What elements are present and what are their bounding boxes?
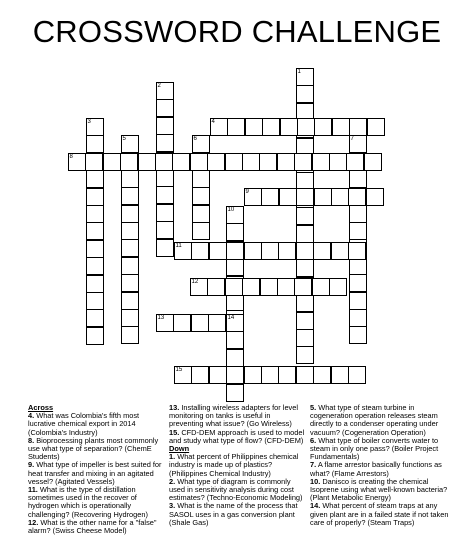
- clue-item: [169, 404, 307, 429]
- grid-cell[interactable]: [297, 118, 315, 136]
- grid-cell[interactable]: [121, 326, 139, 344]
- grid-cell[interactable]: [86, 275, 104, 293]
- grid-cell[interactable]: [192, 222, 210, 240]
- grid-cell[interactable]: [156, 134, 174, 152]
- down-header: Down: [169, 444, 190, 454]
- grid-cell[interactable]: [242, 278, 260, 296]
- grid-cell[interactable]: [192, 170, 210, 188]
- clue-item: [28, 461, 166, 486]
- grid-cell[interactable]: [86, 205, 104, 223]
- grid-cell[interactable]: [156, 169, 174, 187]
- clue-text: What is the type of distillation sometimes used in the recover of hydrogen which is operationally challenging? (Recovering Hydrogen): [28, 485, 148, 519]
- grid-cell[interactable]: [348, 366, 366, 384]
- clue-number-label: 10: [227, 207, 235, 213]
- grid-cell[interactable]: [209, 242, 227, 260]
- clue-text: What was Colombia's fifth most lucrative chemical export in 2014 (Colombia's Industry): [28, 411, 140, 437]
- clue-text: What percent of Philippines chemical industry is made up of plastics? (Philippines Chemical Industry): [169, 452, 299, 478]
- grid-cell[interactable]: [121, 205, 139, 223]
- clue-number: 8.: [28, 435, 35, 445]
- grid-cell[interactable]: [329, 153, 347, 171]
- clue-text: Bioprocessing plants most commonly use what type of separation? (ChemE Students): [28, 435, 159, 462]
- grid-cell[interactable]: [121, 170, 139, 188]
- grid-cell[interactable]: [226, 258, 244, 276]
- clue-number-label: 9: [245, 189, 249, 195]
- grid-cell[interactable]: [366, 188, 384, 206]
- clue-number-label: 8: [69, 154, 73, 160]
- grid-cell[interactable]: [242, 153, 260, 171]
- grid-cell[interactable]: [349, 309, 367, 327]
- clue-text: What is the name of the process that SASOL uses in a gas conversion plant (Shale Gas): [169, 501, 298, 527]
- clue-item: [28, 437, 166, 462]
- grid-cell[interactable]: [226, 349, 244, 367]
- clue-number-label: 4: [211, 119, 215, 125]
- grid-cell[interactable]: [172, 153, 190, 171]
- grid-cell[interactable]: [332, 118, 350, 136]
- grid-cell[interactable]: [156, 99, 174, 117]
- grid-cell[interactable]: [209, 366, 227, 384]
- grid-cell[interactable]: [155, 153, 173, 171]
- clue-item: [28, 486, 166, 519]
- grid-cell[interactable]: [226, 223, 244, 241]
- grid-cell[interactable]: [346, 153, 364, 171]
- grid-cell[interactable]: [296, 346, 314, 364]
- grid-cell[interactable]: [85, 153, 103, 171]
- grid-cell[interactable]: [279, 188, 297, 206]
- clue-text: What type of impeller is best suited for heat transfer and mixing in an agitated vessel? (Agitated Vessels): [28, 460, 162, 486]
- clue-number-label: 11: [175, 243, 182, 249]
- clue-number-label: 1: [297, 69, 301, 75]
- clue-item: [310, 404, 450, 437]
- grid-cell[interactable]: [331, 188, 349, 206]
- grid-cell[interactable]: [191, 242, 209, 260]
- grid-cell[interactable]: [138, 153, 156, 171]
- grid-cell[interactable]: [296, 188, 314, 206]
- grid-cell[interactable]: [348, 188, 366, 206]
- grid-cell[interactable]: [86, 292, 104, 310]
- clue-number-label: 5: [122, 136, 126, 142]
- grid-cell[interactable]: [278, 242, 296, 260]
- grid-cell[interactable]: [313, 242, 331, 260]
- grid-cell[interactable]: [192, 205, 210, 223]
- clue-item: [310, 502, 450, 527]
- clues-column-3: [310, 404, 450, 527]
- grid-cell[interactable]: [245, 118, 263, 136]
- clue-number-label: 3: [87, 119, 91, 125]
- clue-number-label: 2: [157, 83, 161, 89]
- grid-cell[interactable]: [296, 242, 314, 260]
- clues-column-2: [169, 404, 307, 527]
- clue-number-label: 12: [191, 279, 199, 285]
- clue-number-label: 13: [157, 315, 165, 321]
- grid-cell[interactable]: [261, 242, 279, 260]
- clue-number-label: 6: [193, 136, 197, 142]
- grid-cell[interactable]: [261, 188, 279, 206]
- grid-cell[interactable]: [121, 274, 139, 292]
- grid-cell[interactable]: [314, 118, 332, 136]
- grid-cell[interactable]: [349, 222, 367, 240]
- clue-number: 3.: [169, 501, 176, 511]
- grid-cell[interactable]: [156, 204, 174, 222]
- grid-cell[interactable]: [225, 153, 243, 171]
- clue-item: [169, 478, 307, 503]
- grid-cell[interactable]: [227, 118, 245, 136]
- clue-item: [28, 412, 166, 437]
- grid-cell[interactable]: [121, 187, 139, 205]
- grid-cell[interactable]: [121, 239, 139, 257]
- clue-number: 5.: [310, 403, 317, 412]
- grid-cell[interactable]: [226, 242, 244, 260]
- grid-cell[interactable]: [294, 278, 312, 296]
- grid-cell[interactable]: [121, 309, 139, 327]
- grid-cell[interactable]: [120, 153, 138, 171]
- grid-cell[interactable]: [261, 366, 279, 384]
- clue-number: 10.: [310, 476, 321, 486]
- grid-cell[interactable]: [173, 314, 191, 332]
- grid-cell[interactable]: [207, 153, 225, 171]
- grid-cell[interactable]: [312, 153, 330, 171]
- clue-number: 4.: [28, 411, 35, 421]
- clue-number: 14.: [310, 501, 321, 511]
- grid-cell[interactable]: [121, 222, 139, 240]
- grid-cell[interactable]: [349, 274, 367, 292]
- grid-cell[interactable]: [260, 278, 278, 296]
- grid-cell[interactable]: [156, 186, 174, 204]
- clue-text: What type of boiler converts water to steam in only one pass? (Boiler Project Fundamentals): [310, 435, 439, 462]
- grid-cell[interactable]: [349, 326, 367, 344]
- grid-cell[interactable]: [208, 314, 226, 332]
- clue-text: What type of steam turbine in cogeneration operation releases steam directly to a condenser operating under vacuum? (Cogeneration Operation): [310, 403, 439, 437]
- grid-cell[interactable]: [86, 170, 104, 188]
- clue-number-label: 15: [175, 367, 183, 373]
- grid-cell[interactable]: [349, 205, 367, 223]
- grid-cell[interactable]: [190, 153, 208, 171]
- grid-cell[interactable]: [86, 222, 104, 240]
- grid-cell[interactable]: [331, 366, 349, 384]
- grid-cell[interactable]: [277, 153, 295, 171]
- clue-text: What type of diagram is commonly used in sensitivity analysis during cost estimates? (Techno-Economic Modeling): [169, 476, 303, 503]
- clue-text: What is the other name for a "false" alarm? (Swiss Cheese Model): [28, 517, 157, 536]
- clue-number-label: 7: [350, 136, 354, 142]
- grid-cell[interactable]: [156, 239, 174, 257]
- grid-cell[interactable]: [296, 259, 314, 277]
- clue-item: [169, 502, 307, 527]
- grid-cell[interactable]: [280, 118, 298, 136]
- grid-cell[interactable]: [259, 153, 277, 171]
- clue-item: [310, 461, 450, 477]
- grid-cell[interactable]: [349, 170, 367, 188]
- clue-number: 2.: [169, 476, 176, 486]
- grid-cell[interactable]: [207, 278, 225, 296]
- grid-cell[interactable]: [349, 292, 367, 310]
- grid-cell[interactable]: [329, 278, 347, 296]
- grid-cell[interactable]: [296, 329, 314, 347]
- grid-cell[interactable]: [294, 153, 312, 171]
- grid-cell[interactable]: [86, 257, 104, 275]
- clue-item: [310, 437, 450, 462]
- clue-item: [310, 478, 450, 503]
- clue-number: 1.: [169, 452, 176, 462]
- grid-cell[interactable]: [262, 118, 280, 136]
- grid-cell[interactable]: [367, 118, 385, 136]
- grid-cell[interactable]: [86, 188, 104, 206]
- grid-cell[interactable]: [296, 85, 314, 103]
- grid-cell[interactable]: [296, 366, 314, 384]
- clue-text: Installing wireless adapters for level monitoring on tanks is useful in preventing what issue? (Go Wireless): [169, 403, 298, 429]
- grid-cell[interactable]: [192, 187, 210, 205]
- grid-cell[interactable]: [296, 312, 314, 330]
- clue-number-label: 14: [227, 315, 235, 321]
- grid-cell[interactable]: [277, 278, 295, 296]
- grid-cell[interactable]: [296, 207, 314, 225]
- clue-number: 13.: [169, 403, 180, 412]
- grid-cell[interactable]: [156, 117, 174, 135]
- grid-cell[interactable]: [226, 384, 244, 402]
- across-header: Across: [28, 403, 54, 412]
- clue-number: 7.: [310, 460, 317, 470]
- grid-cell[interactable]: [226, 331, 244, 349]
- grid-cell[interactable]: [331, 242, 349, 260]
- clue-number: 12.: [28, 517, 39, 527]
- grid-cell[interactable]: [86, 327, 104, 345]
- grid-cell[interactable]: [312, 278, 330, 296]
- clues-column-1: [28, 404, 166, 535]
- grid-cell[interactable]: [121, 257, 139, 275]
- grid-cell[interactable]: [244, 366, 262, 384]
- grid-cell[interactable]: [191, 314, 209, 332]
- grid-cell[interactable]: [313, 366, 331, 384]
- clue-item: [169, 429, 307, 445]
- grid-cell[interactable]: [191, 366, 209, 384]
- grid-cell[interactable]: [364, 153, 382, 171]
- grid-cell[interactable]: [156, 221, 174, 239]
- clue-number: 9.: [28, 460, 35, 470]
- clue-text: A flame arrestor basically functions as what? (Flame Arrestors): [310, 460, 442, 478]
- clue-item: [169, 453, 307, 478]
- grid-cell[interactable]: [226, 366, 244, 384]
- grid-cell[interactable]: [103, 153, 121, 171]
- grid-cell[interactable]: [244, 242, 262, 260]
- clue-text: Danisco is creating the chemical Isoprene using what well-known bacteria? (Plant Metabolic Energy): [310, 476, 448, 503]
- puzzle-title: CROSSWORD CHALLENGE: [32, 14, 442, 49]
- grid-cell[interactable]: [121, 292, 139, 310]
- grid-cell[interactable]: [86, 135, 104, 153]
- grid-cell[interactable]: [225, 278, 243, 296]
- clue-text: What percent of steam traps at any given plant are in a failed state if not taken care of properly? (Steam Traps): [310, 501, 449, 527]
- clue-number: 15.: [169, 427, 180, 437]
- grid-cell[interactable]: [278, 366, 296, 384]
- clue-text: CFD-DEM approach is used to model and study what type of flow? (CFD-DEM): [169, 427, 305, 445]
- grid-cell[interactable]: [86, 309, 104, 327]
- grid-cell[interactable]: [314, 188, 332, 206]
- grid-cell[interactable]: [86, 240, 104, 258]
- grid-cell[interactable]: [296, 294, 314, 312]
- grid-cell[interactable]: [348, 242, 366, 260]
- grid-cell[interactable]: [296, 225, 314, 243]
- clue-item: [28, 519, 166, 535]
- grid-cell[interactable]: [349, 118, 367, 136]
- clue-number: 6.: [310, 435, 317, 445]
- clue-number: 11.: [28, 485, 38, 495]
